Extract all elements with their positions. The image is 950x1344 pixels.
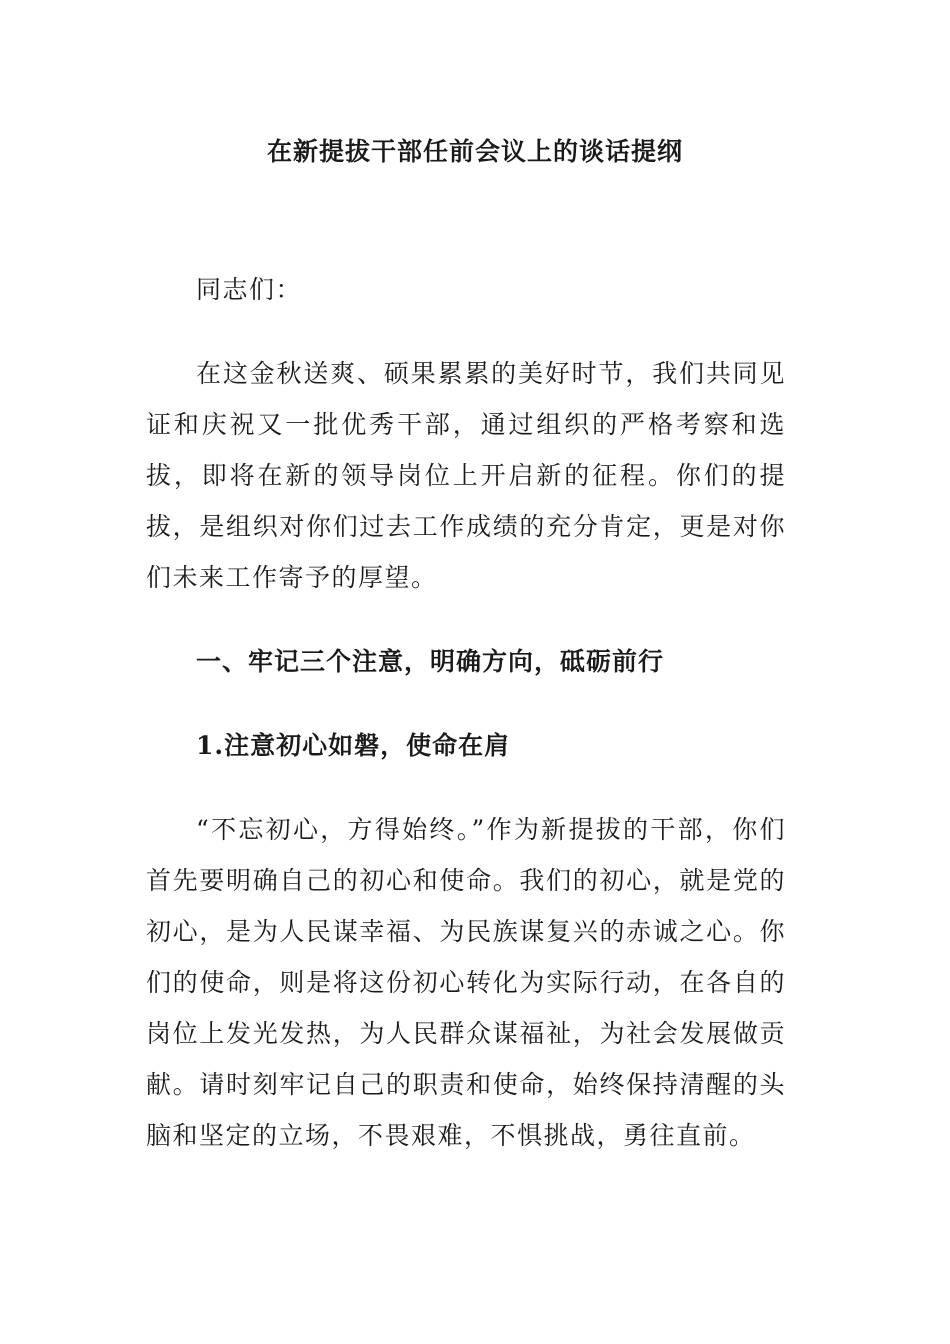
salutation: 同志们： <box>196 275 303 304</box>
subsection-heading: 1.注意初心如磐，使命在肩 <box>196 731 511 760</box>
section-heading: 一、牢记三个注意，明确方向，砥砺前行 <box>196 647 665 676</box>
intro-paragraph: 在这金秋送爽、硕果累累的美好时节，我们共同见证和庆祝又一批优秀干部，通过组织的严格考察和选拔，即将在新的领导岗位上开启新的征程。你们的提拔，是组织对你们过去工作成绩的充分肯定，更是对你们未来工作寄予的厚望。 <box>146 359 786 592</box>
body-paragraph: “不忘初心，方得始终。”作为新提拔的干部，你们首先要明确自己的初心和使命。我们的初心，就是党的初心，是为人民谋幸福、为民族谋复兴的赤诚之心。你们的使命，则是将这份初心转化为实际行动，在各自的岗位上发光发热，为人民群众谋福祉，为社会发展做贡献。请时刻牢记自己的职责和使命，始终保持清醒的头脑和坚定的立场，不畏艰难，不惧挑战，勇往直前。 <box>146 815 786 1150</box>
document-title: 在新提拔干部任前会议上的谈话提纲 <box>266 137 683 166</box>
